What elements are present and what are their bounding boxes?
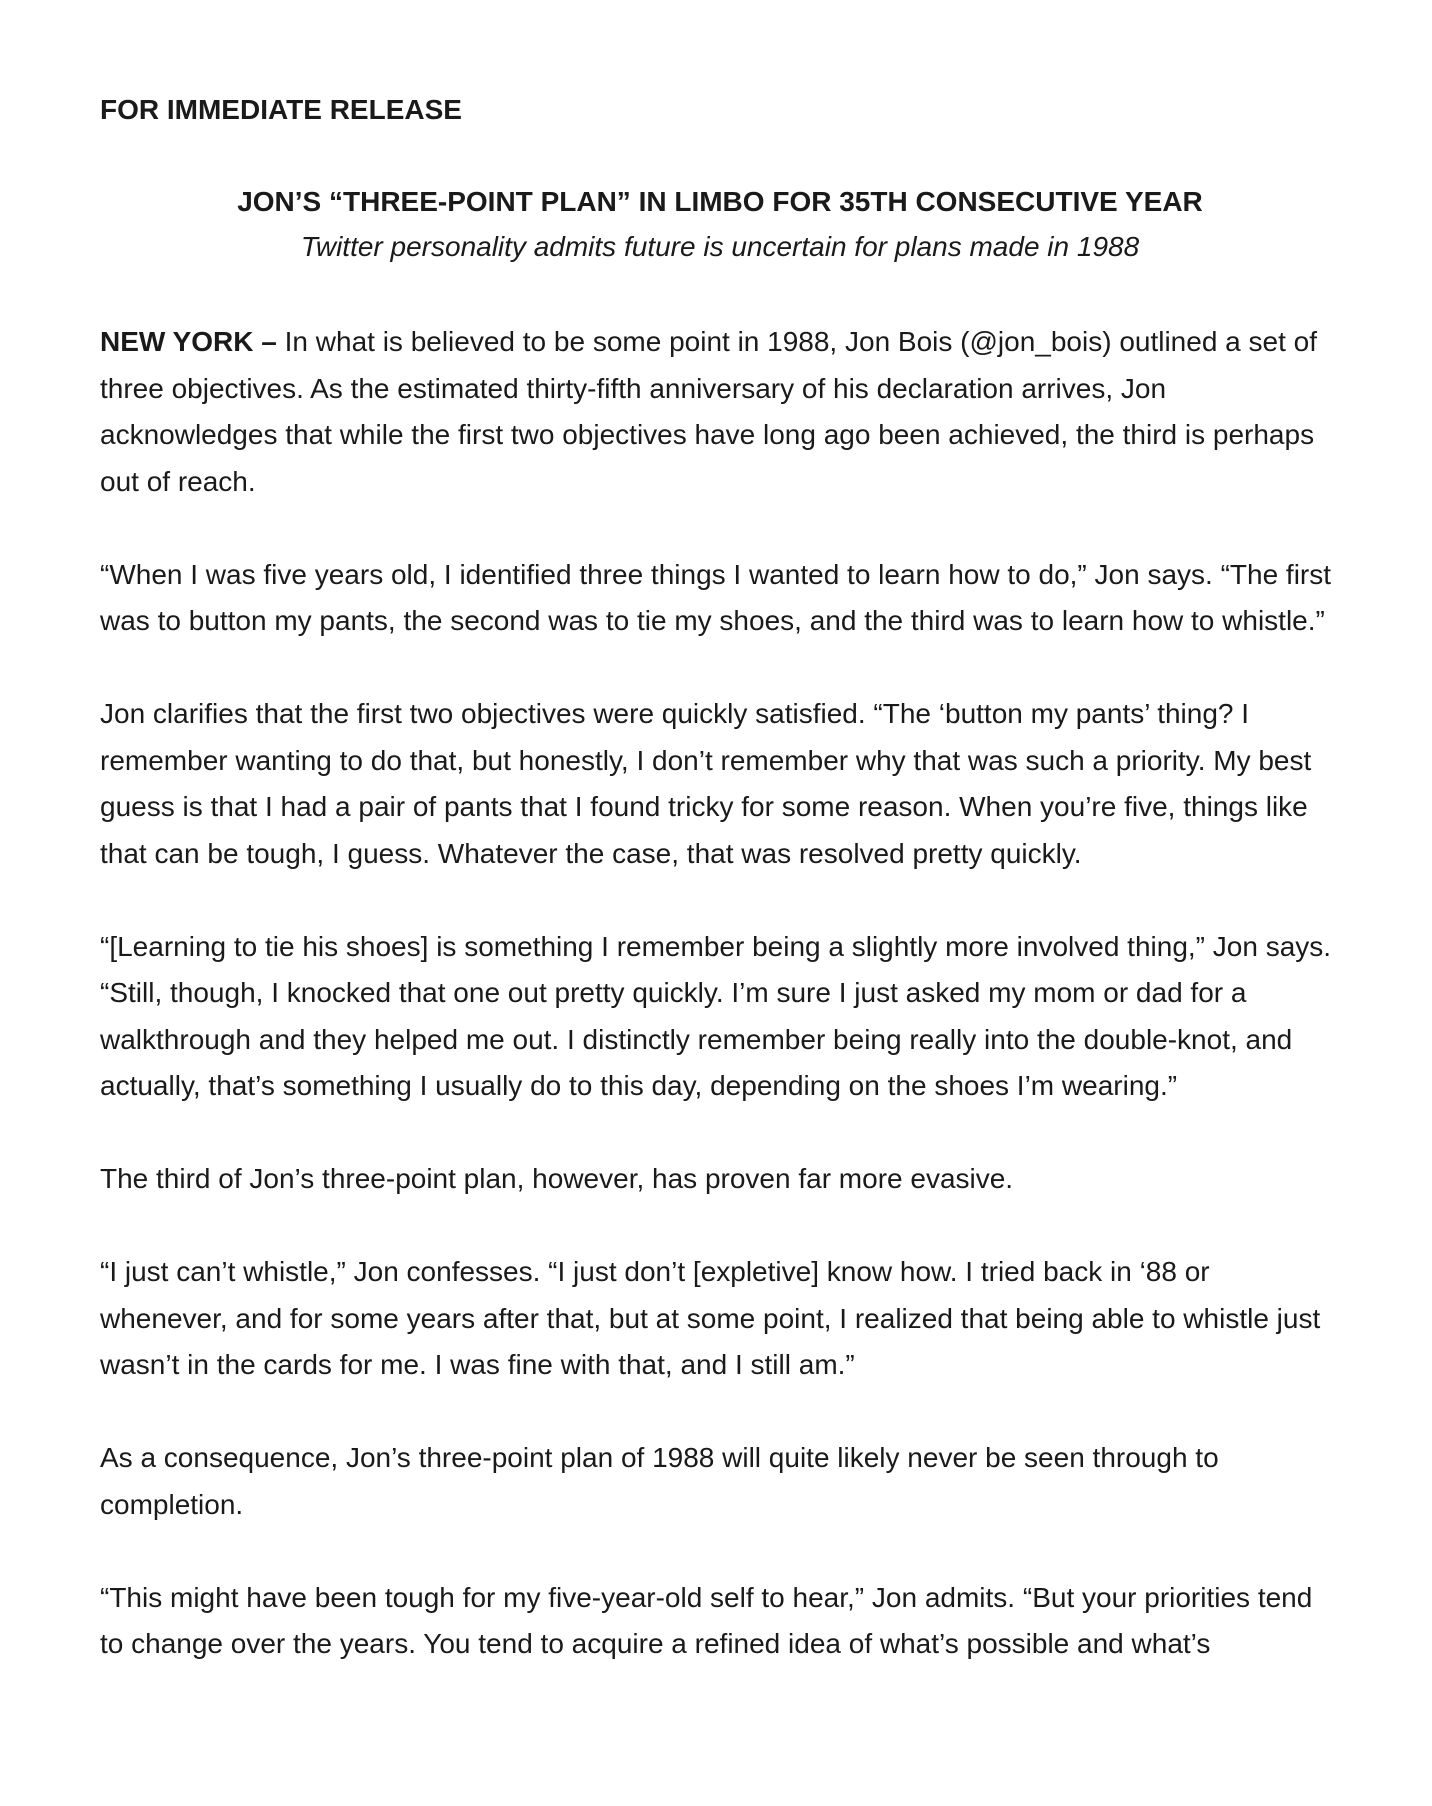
body-paragraph: As a consequence, Jon’s three-point plan of 1988 will quite likely never be seen through to completion. <box>100 1442 1219 1520</box>
body-paragraph: “When I was five years old, I identified three things I wanted to learn how to do,” Jon says. “The first was to button my pants, the second was to tie my shoes, and the third was to learn how to whistle.” <box>100 558 1332 636</box>
body-paragraph: The third of Jon’s three-point plan, however, has proven far more evasive. <box>100 1163 1014 1194</box>
body-paragraph: “I just can’t whistle,” Jon confesses. “I just don’t [expletive] know how. I tried back in ‘88 or whenever, and for some years after that, but at some point, I realized that being able to whistle just wasn’t in the cards for me. I was fine with that, and I still am.” <box>100 1256 1321 1380</box>
release-label: FOR IMMEDIATE RELEASE <box>100 94 462 125</box>
body-paragraph: “This might have been tough for my five-year-old self to hear,” Jon admits. “But your priorities tend to change over the years. You tend to acquire a refined idea of what’s possible and what’s <box>100 1581 1313 1659</box>
lead-paragraph <box>100 319 1340 505</box>
subheadline: Twitter personality admits future is uncertain for plans made in 1988 <box>300 231 1140 262</box>
lead-text: In what is believed to be some point in 1988, Jon Bois (@jon_bois) outlined a set of three objectives. As the estimated thirty-fifth anniversary of his declaration arrives, Jon acknowledges that while the first two objectives have long ago been achieved, the third is perhaps out of reach. <box>100 326 1318 497</box>
headline: JON’S “THREE-POINT PLAN” IN LIMBO FOR 35TH CONSECUTIVE YEAR <box>237 186 1203 217</box>
press-release-page <box>100 90 1340 1714</box>
article-body <box>100 319 1340 1668</box>
dateline: NEW YORK – <box>100 326 277 357</box>
body-paragraph: Jon clarifies that the first two objectives were quickly satisfied. “The ‘button my pants’ thing? I remember wanting to do that, but honestly, I don’t remember why that was such a priority. My best guess is that I had a pair of pants that I found tricky for some reason. When you’re five, things like that can be tough, I guess. Whatever the case, that was resolved pretty quickly. <box>100 698 1312 869</box>
body-paragraph: “[Learning to tie his shoes] is something I remember being a slightly more involved thing,” Jon says. “Still, though, I knocked that one out pretty quickly. I’m sure I just asked my mom or dad for a walkthrough and they helped me out. I distinctly remember being really into the double-knot, and actually, that’s something I usually do to this day, depending on the shoes I’m wearing.” <box>100 930 1332 1101</box>
